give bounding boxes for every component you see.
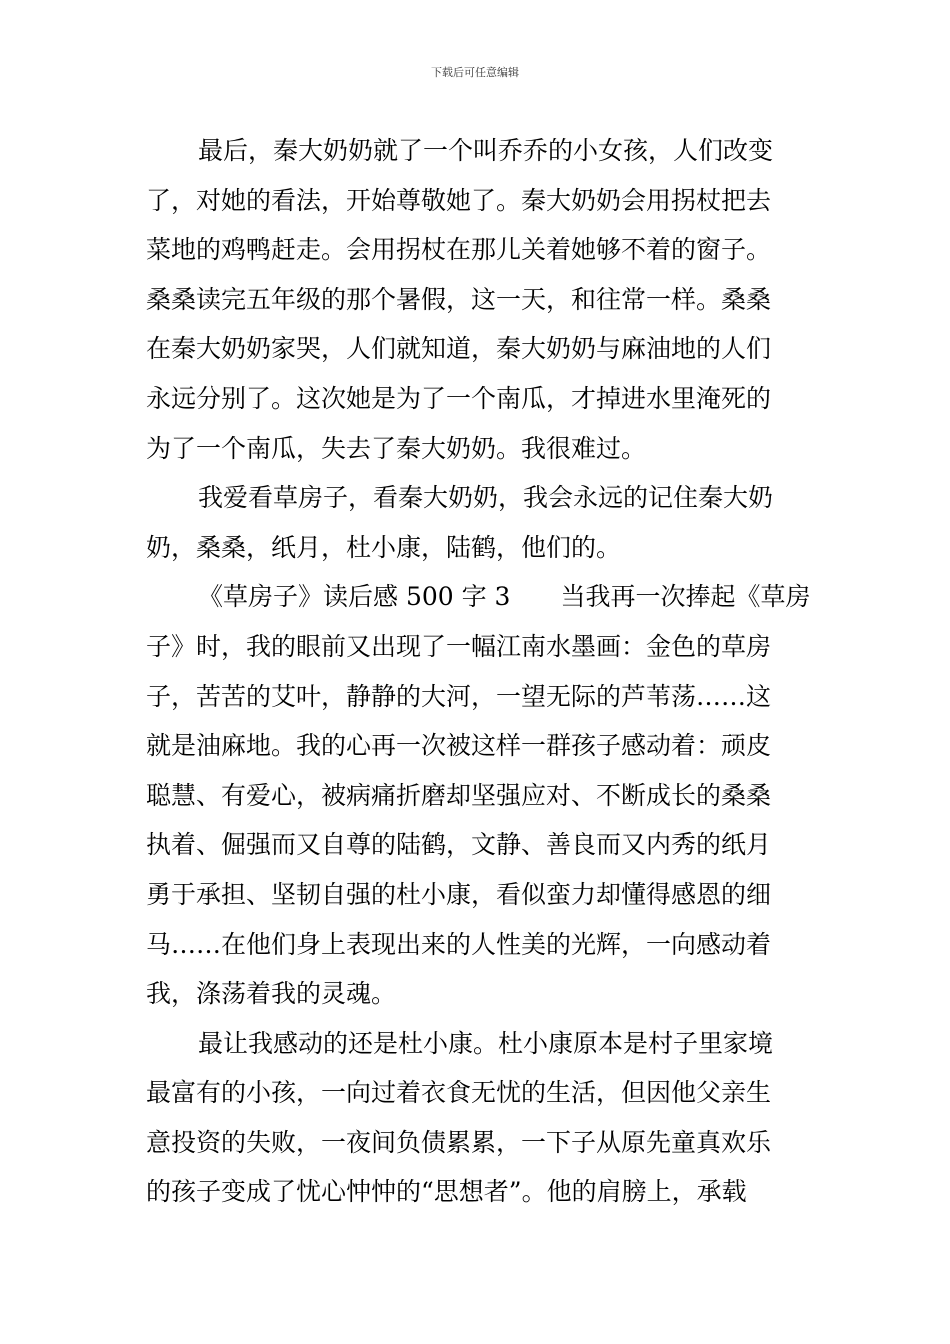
body-text xyxy=(146,126,810,1217)
paragraph-line: 桑桑读完五年级的那个暑假，这一天，和往常一样。桑桑 xyxy=(146,284,772,314)
paragraph-line: 子》时，我的眼前又出现了一幅江南水墨画：金色的草房 xyxy=(146,631,772,661)
paragraph-line: 最富有的小孩，一向过着衣食无忧的生活，但因他父亲生 xyxy=(146,1078,772,1108)
paragraph-line: 永远分别了。这次她是为了一个南瓜，才掉进水里淹死的 xyxy=(146,383,772,413)
paragraph-line: 奶，桑桑，纸月，杜小康，陆鹤，他们的。 xyxy=(146,532,622,562)
paragraph-line: 就是油麻地。我的心再一次被这样一群孩子感动着：顽皮 xyxy=(146,731,772,761)
page-header: 下载后可任意编辑 xyxy=(431,66,519,79)
paragraph-line: 在秦大奶奶家哭，人们就知道，秦大奶奶与麻油地的人们 xyxy=(146,334,772,364)
paragraph-line: 菜地的鸡鸭赶走。会用拐杖在那儿关着她够不着的窗子。 xyxy=(146,235,772,265)
paragraph-line: 子，苦苦的艾叶，静静的大河，一望无际的芦苇荡……这 xyxy=(146,681,772,711)
paragraph-line: 为了一个南瓜，失去了秦大奶奶。我很难过。 xyxy=(146,433,647,463)
paragraph-line: 我爱看草房子，看秦大奶奶，我会永远的记住秦大奶 xyxy=(198,483,774,513)
paragraph-line: 《草房子》读后感 500 字 3 当我再一次捧起《草房 xyxy=(198,582,811,612)
paragraph-line: 最让我感动的还是杜小康。杜小康原本是村子里家境 xyxy=(198,1028,774,1058)
paragraph-line: 聪慧、有爱心，被病痛折磨却坚强应对、不断成长的桑桑 xyxy=(146,780,772,810)
paragraph-line: 最后，秦大奶奶就了一个叫乔乔的小女孩，人们改变 xyxy=(198,136,774,165)
paragraph-line: 的孩子变成了忧心忡忡的“思想者”。他的肩膀上，承载 xyxy=(146,1177,747,1207)
paragraph-line: 马……在他们身上表现出来的人性美的光辉，一向感动着 xyxy=(146,929,772,959)
paragraph-line: 了，对她的看法，开始尊敬她了。秦大奶奶会用拐杖把去 xyxy=(146,185,772,215)
paragraph-line: 意投资的失败，一夜间负债累累，一下子从原先童真欢乐 xyxy=(146,1127,772,1157)
paragraph-line: 执着、倔强而又自尊的陆鹤，文静、善良而又内秀的纸月 xyxy=(146,830,772,860)
paragraph-line: 勇于承担、坚韧自强的杜小康，看似蛮力却懂得感恩的细 xyxy=(146,879,772,909)
paragraph-line: 我，涤荡着我的灵魂。 xyxy=(146,979,397,1009)
